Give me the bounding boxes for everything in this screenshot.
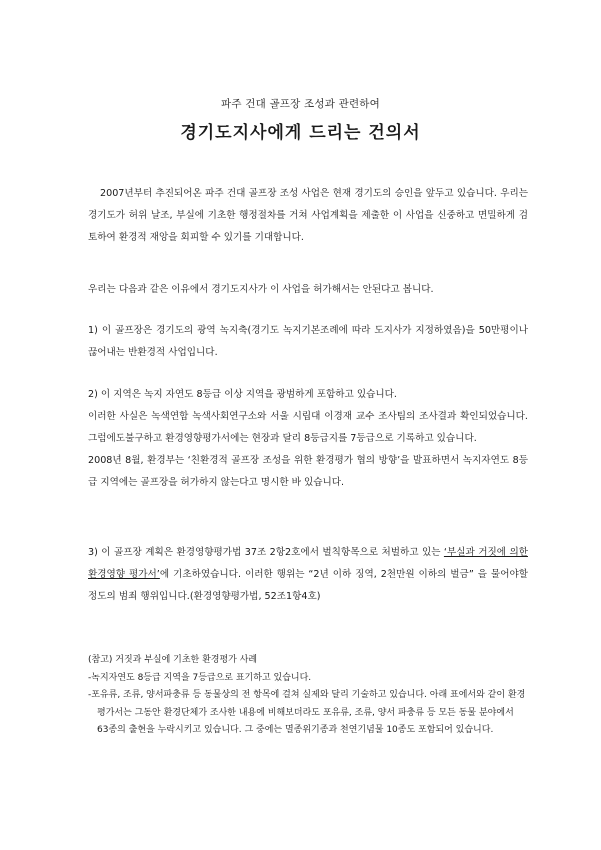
reason-3-before: 3) 이 골프장 계획은 환경영향평가법 37조 2항2호에서 벌칙항목으로 처벌하고 있는: [88, 547, 444, 558]
reason-2-line-2: 이러한 사실은 녹색연합 녹색사회연구소와 서울 시립대 이경재 교수 조사팀의 조사결과 확인되었습니다. 그럼에도불구하고 환경영향평가서에는 현장과 달리 8등급지를 7등급으로 기록하고 있습니다.: [88, 411, 528, 444]
reason-3-after: 에 기초하였습니다. 이러한 행위는 “2년 이하 징역, 2천만원 이하의 벌금” 을 물어야할 정도의 범죄 행위입니다.(환경영향평가법, 52조1항4호): [88, 569, 528, 602]
reference-note: [88, 652, 528, 740]
document-subtitle: 파주 건대 골프장 조성과 관련하여: [221, 98, 380, 110]
reason-1: [88, 320, 528, 364]
document-title: 경기도지사에게 드리는 건의서: [180, 123, 421, 143]
reason-3-underlined: ‘부실과 거짓에 의한 환경영향 평가서’: [88, 547, 528, 580]
reasons-lead-text: 우리는 다음과 같은 이유에서 경기도지사가 이 사업을 허가해서는 안된다고 봅니다.: [88, 284, 434, 295]
reason-2-line-1: 2) 이 지역은 녹지 자연도 8등급 이상 지역을 광범하게 포함하고 있습니다.: [88, 389, 397, 400]
reason-3-text: [88, 542, 528, 608]
reason-3: [88, 542, 528, 608]
reasons-lead: [88, 279, 528, 301]
note-item-1: -녹지자연도 8등급 지역을 7등급으로 표기하고 있습니다.: [88, 672, 312, 683]
reason-2: [88, 384, 528, 494]
note-heading: (참고) 거짓과 부실에 기초한 환경평가 사례: [88, 655, 258, 665]
reason-1-text: 1) 이 골프장은 경기도의 광역 녹지축(경기도 녹지기본조례에 따라 도지사가 지정하였음)을 50만평이나 끊어내는 반환경적 사업입니다.: [88, 325, 528, 358]
reason-2-line-3: 2008년 8월, 환경부는 ‘친환경적 골프장 조성을 위한 환경평가 협의 방향’을 발표하면서 녹지자연도 8등급 지역에는 골프장을 허가하지 않는다고 명시한 바 있습니다.: [88, 455, 528, 488]
note-item-2: -포유류, 조류, 양서파충류 등 동물상의 전 항목에 걸쳐 실제와 달리 기술하고 있습니다. 아래 표에서와 같이 환경평가서는 그동안 환경단체가 조사한 내용에 비해보더라도 포유류, 조류, 양서 파충류 등 모든 동물 분야에서 63종의 출현을 누락시키고 있습니다. 그 중에는 멸종위기종과 천연기념물 10종도 포함되어 있습니다.: [88, 690, 526, 735]
intro-text: 2007년부터 추진되어온 파주 건대 골프장 조성 사업은 현재 경기도의 승인을 앞두고 있습니다. 우리는 경기도가 허위 날조, 부실에 기초한 행정절차를 거쳐 사업계획을 제출한 이 사업을 신중하고 면밀하게 검토하여 환경적 재앙을 회피할 수 있기를 기대합니다.: [88, 188, 528, 243]
intro-paragraph: [88, 183, 528, 249]
